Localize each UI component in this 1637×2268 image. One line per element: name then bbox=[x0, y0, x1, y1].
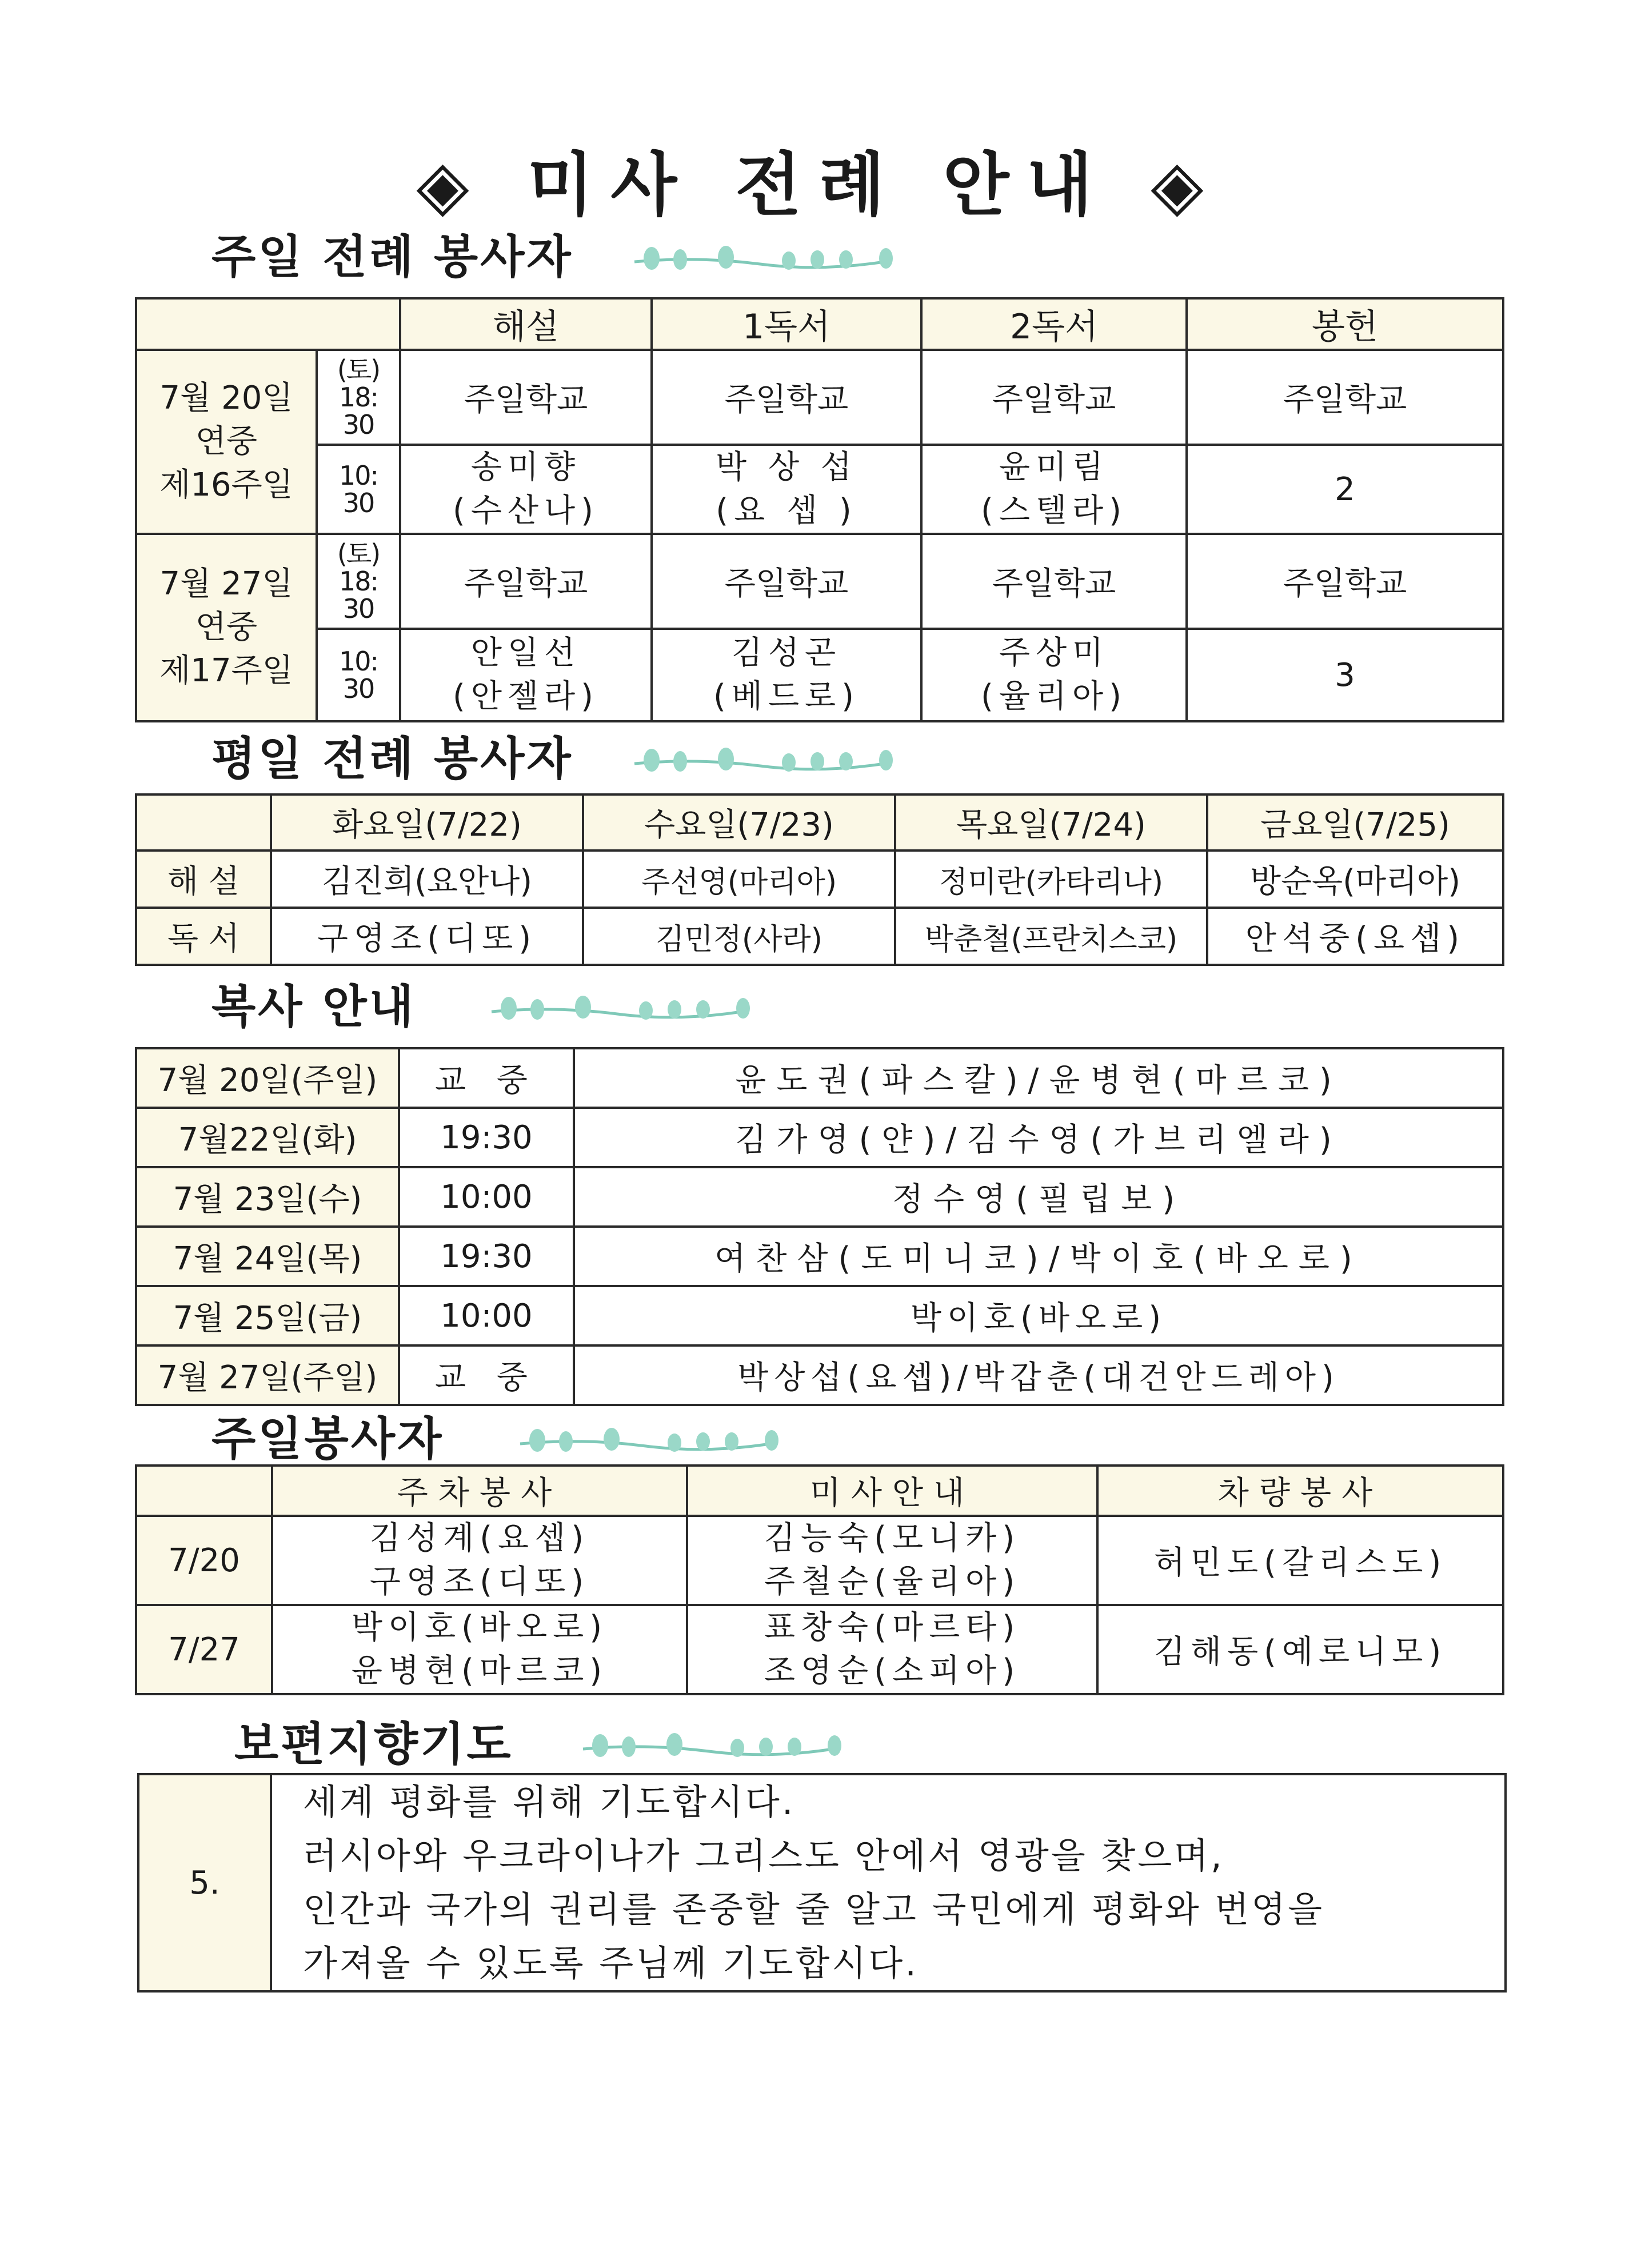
table-cell: 주선영(마리아) bbox=[583, 850, 895, 908]
vine-decoration-icon bbox=[629, 239, 897, 279]
prayer-table bbox=[137, 1773, 1507, 1993]
mass-time: (토) 18: 30 bbox=[317, 534, 400, 629]
sunday-date-cell: 7월 20일 연중 제16주일 bbox=[136, 350, 317, 534]
table-cell: 주일학교 bbox=[921, 350, 1187, 445]
weekday-heading: 평일 전례 봉사자 bbox=[211, 732, 573, 785]
table-cell: 2 bbox=[1187, 445, 1503, 534]
table-cell: 김성곤 (베드로) bbox=[652, 629, 921, 721]
table-cell: 박 상 섭 (요 셉 ) bbox=[652, 445, 921, 534]
vine-decoration-icon bbox=[629, 741, 897, 781]
corner-cell bbox=[136, 298, 400, 350]
table-cell: 안석중(요셉) bbox=[1207, 908, 1503, 965]
table-cell: 김민정(사라) bbox=[583, 908, 895, 965]
helpers-table bbox=[135, 1464, 1504, 1695]
vine-decoration-icon bbox=[486, 989, 754, 1029]
corner-cell bbox=[136, 794, 271, 850]
names-cell: 여찬삼(도미니코)/박이호(바오로) bbox=[574, 1227, 1503, 1286]
table-cell: 주일학교 bbox=[921, 534, 1187, 629]
table-cell: 3 bbox=[1187, 629, 1503, 721]
table-cell: 표창숙(마르타) 조영순(소피아) bbox=[687, 1605, 1097, 1694]
table-cell: 주일학교 bbox=[1187, 534, 1503, 629]
table-cell: 방순옥(마리아) bbox=[1207, 850, 1503, 908]
time-cell: 교 중 bbox=[399, 1345, 574, 1405]
weekday-table bbox=[135, 793, 1504, 966]
column-header: 2독서 bbox=[921, 298, 1187, 350]
mass-time: 10: 30 bbox=[317, 445, 400, 534]
column-header: 목요일(7/24) bbox=[895, 794, 1207, 850]
mass-time: (토) 18: 30 bbox=[317, 350, 400, 445]
column-header: 금요일(7/25) bbox=[1207, 794, 1503, 850]
prayer-text: 세계 평화를 위해 기도합시다. 러시아와 우크라이나가 그리스도 안에서 영광을 찾으며, 인간과 국가의 권리를 존중할 줄 알고 국민에게 평화와 번영을 가져올 수 있도록 주님께 기도합시다. bbox=[271, 1774, 1506, 1991]
date-cell: 7/20 bbox=[136, 1516, 272, 1605]
table-cell: 구영조(디또) bbox=[271, 908, 583, 965]
table-cell: 김해동(예로니모) bbox=[1097, 1605, 1503, 1694]
date-cell: 7월 25일(금) bbox=[136, 1286, 399, 1345]
column-header: 주차봉사 bbox=[272, 1466, 687, 1516]
prayer-number: 5. bbox=[138, 1774, 271, 1991]
date-cell: 7월22일(화) bbox=[136, 1108, 399, 1167]
vine-decoration-icon bbox=[514, 1421, 783, 1461]
helpers-heading: 주일봉사자 bbox=[211, 1412, 444, 1466]
table-cell: 주일학교 bbox=[400, 350, 652, 445]
time-cell: 교 중 bbox=[399, 1048, 574, 1108]
table-cell: 허민도(갈리스도) bbox=[1097, 1516, 1503, 1605]
row-label: 독 서 bbox=[136, 908, 271, 965]
table-cell: 박춘철(프란치스코) bbox=[895, 908, 1207, 965]
row-label: 해 설 bbox=[136, 850, 271, 908]
column-header: 미사안내 bbox=[687, 1466, 1097, 1516]
page-title: ◈ 미사 전례 안내 ◈ bbox=[416, 146, 1221, 225]
time-cell: 10:00 bbox=[399, 1286, 574, 1345]
table-cell: 박이호(바오로) 윤병현(마르코) bbox=[272, 1605, 687, 1694]
time-cell: 19:30 bbox=[399, 1227, 574, 1286]
table-cell: 송미향 (수산나) bbox=[400, 445, 652, 534]
prayer-heading: 보편지향기도 bbox=[234, 1718, 513, 1771]
date-cell: 7월 23일(수) bbox=[136, 1167, 399, 1227]
table-cell: 김능숙(모니카) 주철순(율리아) bbox=[687, 1516, 1097, 1605]
date-cell: 7/27 bbox=[136, 1605, 272, 1694]
column-header: 해설 bbox=[400, 298, 652, 350]
date-cell: 7월 24일(목) bbox=[136, 1227, 399, 1286]
names-cell: 박상섭(요셉)/박갑춘(대건안드레아) bbox=[574, 1345, 1503, 1405]
table-cell: 주일학교 bbox=[652, 350, 921, 445]
table-cell: 김성계(요셉) 구영조(디또) bbox=[272, 1516, 687, 1605]
mass-time: 10: 30 bbox=[317, 629, 400, 721]
time-cell: 10:00 bbox=[399, 1167, 574, 1227]
table-cell: 주일학교 bbox=[400, 534, 652, 629]
date-cell: 7월 20일(주일) bbox=[136, 1048, 399, 1108]
column-header: 봉헌 bbox=[1187, 298, 1503, 350]
table-cell: 주일학교 bbox=[652, 534, 921, 629]
table-cell: 안일선 (안젤라) bbox=[400, 629, 652, 721]
table-cell: 김진희(요안나) bbox=[271, 850, 583, 908]
names-cell: 김가영(얀)/김수영(가브리엘라) bbox=[574, 1108, 1503, 1167]
names-cell: 정수영(필립보) bbox=[574, 1167, 1503, 1227]
table-cell: 주상미 (율리아) bbox=[921, 629, 1187, 721]
sunday-heading: 주일 전례 봉사자 bbox=[211, 230, 573, 284]
vine-decoration-icon bbox=[577, 1726, 846, 1766]
names-cell: 박이호(바오로) bbox=[574, 1286, 1503, 1345]
table-cell: 윤미림 (스텔라) bbox=[921, 445, 1187, 534]
corner-cell bbox=[136, 1466, 272, 1516]
altar-table bbox=[135, 1047, 1504, 1406]
column-header: 화요일(7/22) bbox=[271, 794, 583, 850]
column-header: 1독서 bbox=[652, 298, 921, 350]
names-cell: 윤도권(파스칼)/윤병현(마르코) bbox=[574, 1048, 1503, 1108]
date-cell: 7월 27일(주일) bbox=[136, 1345, 399, 1405]
table-cell: 주일학교 bbox=[1187, 350, 1503, 445]
altar-heading: 복사 안내 bbox=[211, 980, 416, 1033]
table-cell: 정미란(카타리나) bbox=[895, 850, 1207, 908]
sunday-table bbox=[135, 297, 1504, 722]
column-header: 차량봉사 bbox=[1097, 1466, 1503, 1516]
column-header: 수요일(7/23) bbox=[583, 794, 895, 850]
time-cell: 19:30 bbox=[399, 1108, 574, 1167]
sunday-date-cell: 7월 27일 연중 제17주일 bbox=[136, 534, 317, 721]
